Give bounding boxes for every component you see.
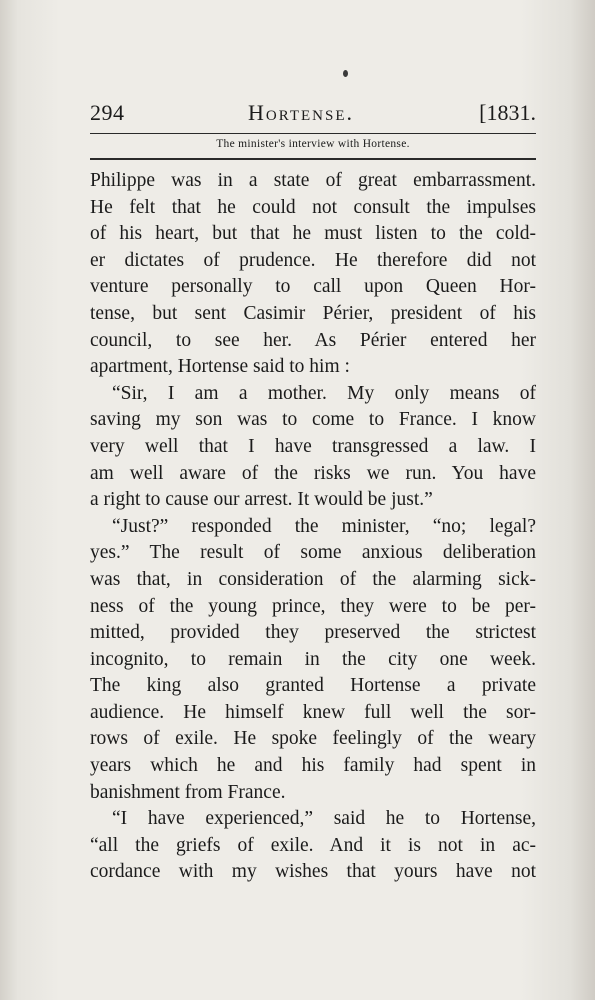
text-line: saving my son was to come to France. I know bbox=[90, 409, 536, 431]
text-line: cordance with my wishes that yours have not bbox=[90, 861, 536, 883]
text-line: yes.” The result of some anxious deliberation bbox=[90, 542, 536, 564]
running-head-title: Hortense. bbox=[248, 100, 354, 125]
text-line: audience. He himself knew full well the sor- bbox=[90, 701, 536, 723]
text-line: council, to see her. As Périer entered her bbox=[90, 329, 536, 351]
text-line: incognito, to remain in the city one week. bbox=[90, 648, 536, 670]
text-line: er dictates of prudence. He therefore did not bbox=[90, 249, 536, 271]
ink-speck bbox=[343, 70, 348, 77]
text-line: The king also granted Hortense a private bbox=[90, 675, 536, 697]
text-line: rows of exile. He spoke feelingly of the weary bbox=[90, 728, 536, 750]
header-rule-bottom bbox=[90, 158, 536, 160]
text-line: “all the griefs of exile. And it is not in ac- bbox=[90, 834, 536, 856]
text-line: mitted, provided they preserved the strictest bbox=[90, 622, 536, 644]
text-line: very well that I have transgressed a law. I bbox=[90, 435, 536, 457]
text-line: am well aware of the risks we run. You have bbox=[90, 462, 536, 484]
body-text bbox=[90, 168, 536, 886]
text-line: “Sir, I am a mother. My only means of bbox=[112, 382, 536, 404]
text-line: a right to cause our arrest. It would be just.” bbox=[90, 489, 433, 511]
text-line: apartment, Hortense said to him : bbox=[90, 356, 350, 378]
running-head bbox=[90, 100, 536, 130]
running-head-year: [1831. bbox=[479, 100, 536, 125]
text-line: banishment from France. bbox=[90, 781, 286, 803]
page-number: 294 bbox=[90, 100, 125, 125]
text-line: years which he and his family had spent in bbox=[90, 755, 536, 777]
text-line: ness of the young prince, they were to be per- bbox=[90, 595, 536, 617]
text-line: of his heart, but that he must listen to the cold- bbox=[90, 223, 536, 245]
header-rule-top bbox=[90, 133, 536, 134]
text-line: “Just?” responded the minister, “no; legal? bbox=[112, 515, 536, 537]
text-line: was that, in consideration of the alarming sick- bbox=[90, 568, 536, 590]
text-line: venture personally to call upon Queen Hor- bbox=[90, 276, 536, 298]
text-line: Philippe was in a state of great embarrassment. bbox=[90, 170, 536, 191]
text-line: He felt that he could not consult the impulses bbox=[90, 196, 536, 218]
section-subhead: The minister's interview with Hortense. bbox=[216, 138, 410, 150]
text-line: “I have experienced,” said he to Hortense, bbox=[112, 808, 536, 830]
text-line: tense, but sent Casimir Périer, president of his bbox=[90, 302, 536, 324]
